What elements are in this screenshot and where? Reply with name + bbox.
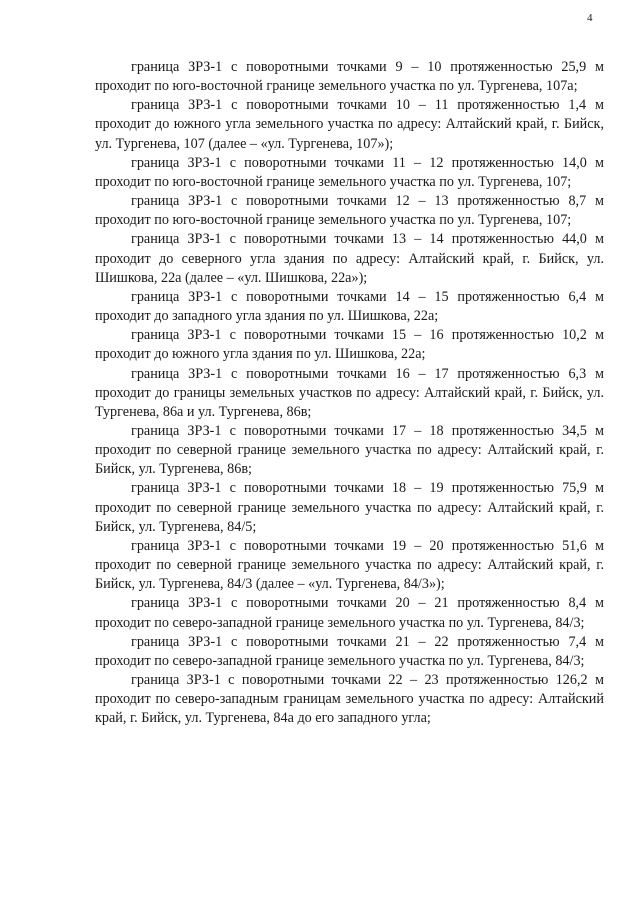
paragraph: граница ЗРЗ-1 с поворотными точками 13 – 14 протяженностью 44,0 м проходит до северного угла здания по адресу: Алтайский край, г. Бийск, ул. Шишкова, 22а (далее – «ул. Шишкова, 22а»); [95, 231, 604, 286]
paragraph: граница ЗРЗ-1 с поворотными точками 16 – 17 протяженностью 6,3 м проходит до границы земельных участков по адресу: Алтайский край, г. Бийск, ул. Тургенева, 86а и ул. Тургенева, 86в; [95, 365, 604, 420]
paragraph: граница ЗРЗ-1 с поворотными точками 18 – 19 протяженностью 75,9 м проходит по северной границе земельного участка по адресу: Алтайский край, г. Бийск, ул. Тургенева, 84/5; [95, 480, 604, 535]
paragraph: граница ЗРЗ-1 с поворотными точками 12 – 13 протяженностью 8,7 м проходит по юго-восточной границе земельного участка по ул. Тургенева, 107; [95, 193, 604, 229]
document-body [95, 58, 604, 728]
paragraph: граница ЗРЗ-1 с поворотными точками 22 – 23 протяженностью 126,2 м проходит по северо-западным границам земельного участка по адресу: Алтайский край, г. Бийск, ул. Тургенева, 84а до его западного угла; [95, 672, 604, 727]
paragraph: граница ЗРЗ-1 с поворотными точками 11 – 12 протяженностью 14,0 м проходит по юго-восточной границе земельного участка по ул. Тургенева, 107; [95, 154, 604, 190]
paragraph: граница ЗРЗ-1 с поворотными точками 19 – 20 протяженностью 51,6 м проходит по северной границе земельного участка по адресу: Алтайский край, г. Бийск, ул. Тургенева, 84/3 (далее – «ул. Тургенева, 84/3»); [95, 537, 604, 593]
paragraph: граница ЗРЗ-1 с поворотными точками 15 – 16 протяженностью 10,2 м проходит до южного угла здания по ул. Шишкова, 22а; [95, 327, 604, 363]
paragraph: граница ЗРЗ-1 с поворотными точками 17 – 18 протяженностью 34,5 м проходит по северной границе земельного участка по адресу: Алтайский край, г. Бийск, ул. Тургенева, 86в; [95, 422, 604, 478]
page-number: 4 [587, 12, 593, 24]
paragraph: граница ЗРЗ-1 с поворотными точками 14 – 15 протяженностью 6,4 м проходит до западного угла здания по ул. Шишкова, 22а; [95, 288, 604, 325]
paragraph: граница ЗРЗ-1 с поворотными точками 10 – 11 протяженностью 1,4 м проходит до южного угла земельного участка по адресу: Алтайский край, г. Бийск, ул. Тургенева, 107 (далее – «ул. Тургенева, 107»); [95, 97, 604, 152]
paragraph: граница ЗРЗ-1 с поворотными точками 20 – 21 протяженностью 8,4 м проходит по северо-западной границе земельного участка по ул. Тургенева, 84/3; [95, 595, 604, 631]
paragraph: граница ЗРЗ-1 с поворотными точками 9 – 10 протяженностью 25,9 м проходит по юго-восточной границе земельного участка по ул. Тургенева, 107а; [95, 59, 604, 95]
paragraph: граница ЗРЗ-1 с поворотными точками 21 – 22 протяженностью 7,4 м проходит по северо-западной границе земельного участка по ул. Тургенева, 84/3; [95, 633, 604, 669]
